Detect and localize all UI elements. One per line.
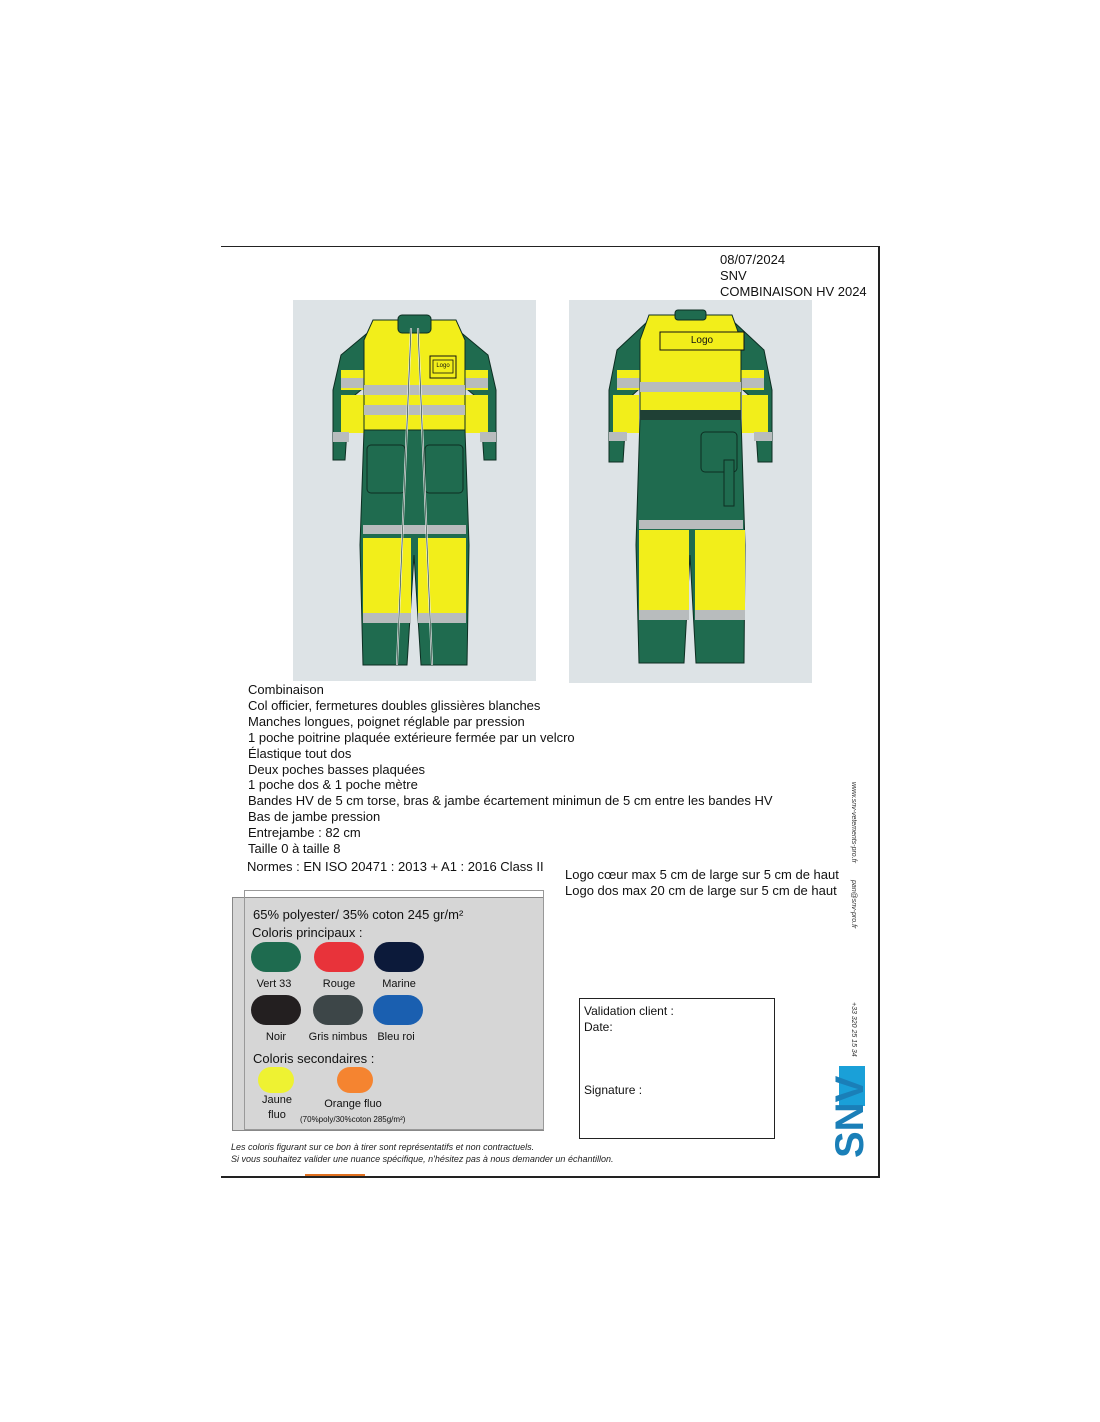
description-line: Bas de jambe pression <box>248 809 381 825</box>
snv-logo-icon <box>825 1066 870 1158</box>
swatch-orange-fluo[interactable] <box>337 1067 373 1093</box>
description-line: Col officier, fermetures doubles glissières blanches <box>248 697 541 713</box>
normes-text: Normes : EN ISO 20471 : 2013 + A1 : 2016 Class II <box>247 859 544 874</box>
swatch-bleu-roi[interactable] <box>373 995 423 1025</box>
description-line: 1 poche poitrine plaquée extérieure fermée par un velcro <box>248 729 575 745</box>
description-line: Entrejambe : 82 cm <box>248 825 361 841</box>
swatch-label: Orange fluo <box>324 1098 382 1110</box>
validation-date-label: Date: <box>584 1020 613 1034</box>
description-line: 1 poche dos & 1 poche mètre <box>248 777 418 793</box>
description-line: Combinaison <box>248 682 324 697</box>
logo-note-heart: Logo cœur max 5 cm de large sur 5 cm de haut <box>565 867 839 882</box>
header-block <box>720 252 867 300</box>
disclaimer <box>231 1141 613 1165</box>
secondary-colors-title: Coloris secondaires : <box>253 1051 375 1066</box>
back-logo-placeholder: Logo <box>690 335 714 346</box>
brand-text: SNV <box>828 1075 870 1158</box>
front-coverall-illustration <box>293 300 536 681</box>
disclaimer-line: Les coloris figurant sur ce bon à tirer sont représentatifs et non contractuels. <box>231 1142 535 1152</box>
header-date: 08/07/2024 <box>720 252 786 267</box>
swatch-rouge[interactable] <box>314 942 364 972</box>
swatch-label: Jaune fluo <box>262 1094 292 1121</box>
disclaimer-line: Si vous souhaitez valider une nuance spécifique, n'hésitez pas à nous demander un échantillon. <box>231 1154 614 1164</box>
primary-colors-title: Coloris principaux : <box>252 925 363 940</box>
back-coverall-illustration <box>569 300 812 683</box>
description-line: Manches longues, poignet réglable par pression <box>248 713 525 729</box>
side-website: www.snv-vetements-pro.fr <box>850 782 857 863</box>
swatch-label: Marine <box>382 978 416 990</box>
description-line: Bandes HV de 5 cm torse, bras & jambe écartement minimun de 5 cm entre les bandes HV <box>248 793 773 809</box>
validation-signature-label: Signature : <box>584 1083 643 1097</box>
swatch-label: Rouge <box>322 978 356 990</box>
snv-brand-logo <box>825 1066 870 1158</box>
fabric-composition: 65% polyester/ 35% coton 245 gr/m² <box>253 907 464 922</box>
swatch-label: Bleu roi <box>377 1031 415 1043</box>
logo-notes <box>565 867 839 899</box>
swatch-note: (70%poly/30%coton 285g/m²) <box>300 1115 406 1124</box>
swatch-jaune-fluo[interactable] <box>258 1067 294 1093</box>
description-line: Élastique tout dos <box>248 745 352 761</box>
description-line: Deux poches basses plaquées <box>248 761 426 777</box>
validation-client-label: Validation client : <box>584 1004 674 1018</box>
swatch-marine[interactable] <box>374 942 424 972</box>
header-product: COMBINAISON HV 2024 <box>720 284 867 299</box>
header-company: SNV <box>720 268 747 283</box>
front-logo-placeholder: Logo <box>436 363 450 369</box>
product-description <box>248 682 773 857</box>
swatch-label: Vert 33 <box>256 978 292 990</box>
accent-line <box>305 1174 365 1176</box>
swatch-gris-nimbus[interactable] <box>313 995 363 1025</box>
front-view-panel <box>293 300 536 681</box>
swatch-label: Noir <box>265 1031 287 1043</box>
swatch-label-orange <box>300 1097 406 1127</box>
back-view-panel <box>569 300 812 683</box>
side-phone: +33 320 25 15 34 <box>850 1002 857 1057</box>
description-line: Taille 0 à taille 8 <box>248 841 341 857</box>
swatch-vert-33[interactable] <box>251 942 301 972</box>
side-email: pan@snv-pro.fr <box>850 880 857 929</box>
swatch-label: Gris nimbus <box>308 1031 368 1043</box>
swatch-noir[interactable] <box>251 995 301 1025</box>
validation-box[interactable] <box>579 998 775 1139</box>
logo-note-back: Logo dos max 20 cm de large sur 5 cm de haut <box>565 883 837 898</box>
